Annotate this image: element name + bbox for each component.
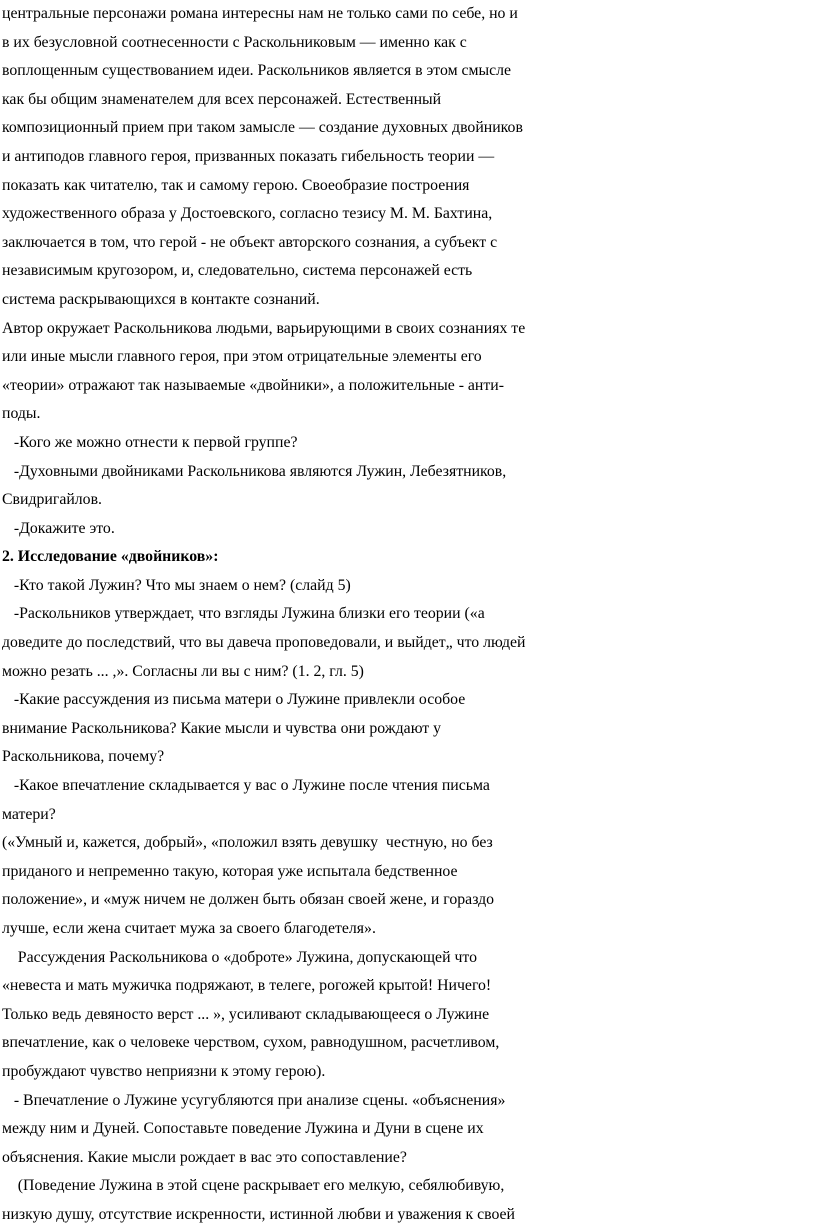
text-line: как бы общим знаменателем для всех персонажей. Естественный: [2, 90, 442, 108]
text-line: лучше, если жена считает мужа за своего благодетеля».: [2, 920, 376, 937]
text-line: низкую душу, отсутствие искренности, истинной любви и уважения к своей: [2, 1205, 516, 1223]
text-line: Только ведь девяносто верст ... », усиливают складывающееся о Лужине: [2, 1005, 490, 1023]
text-line: объяснения. Какие мысли рождает в вас это сопоставление?: [2, 1148, 407, 1166]
text-line: и антиподов главного героя, призванных показать гибельность теории —: [2, 147, 495, 165]
text-line: «теории» отражают так называемые «двойники», а положительные - анти-: [2, 376, 504, 394]
text-line: поды.: [2, 405, 41, 423]
text-line: -Кого же можно отнести к первой группе?: [2, 433, 298, 451]
text-line: внимание Раскольникова? Какие мысли и чувства они рождают у: [2, 719, 442, 737]
text-line: «невеста и мать мужичка подряжают, в телеге, рогожей крытой! Ничего!: [2, 977, 492, 995]
text-line: пробуждают чувство неприязни к этому герою).: [2, 1062, 326, 1080]
text-line: положение», и «муж ничем не должен быть обязан своей жене, и гораздо: [2, 891, 495, 909]
text-line: Свидригайлов.: [2, 491, 102, 509]
text-line: -Какие рассуждения из письма матери о Лужине привлекли особое: [2, 691, 466, 709]
text-line: Автор окружает Раскольникова людьми, варьирующими в своих сознаниях те: [2, 319, 526, 337]
text-line: -Кто такой Лужин? Что мы знаем о нем? (слайд 5): [2, 576, 351, 594]
text-line: можно резать ... ,». Согласны ли вы с ним? (1. 2, гл. 5): [2, 662, 364, 680]
text-line: художественного образа у Достоевского, согласно тезису М. М. Бахтина,: [2, 205, 493, 223]
section-heading: 2. Исследование «двойников»:: [2, 548, 219, 566]
text-line: - Впечатление о Лужине усугубляются при анализе сцены. «объяснения»: [2, 1091, 506, 1109]
text-line: композиционный прием при таком замысле — создание духовных двойников: [2, 119, 523, 137]
text-line: («Умный и, кажется, добрый», «положил взять девушку честную, но без: [2, 834, 493, 852]
text-line: впечатление, как о человеке черством, сухом, равнодушном, расчетливом,: [2, 1034, 500, 1052]
text-line: или иные мысли главного героя, при этом отрицательные элементы его: [2, 348, 482, 366]
text-line: заключается в том, что герой - не объект авторского сознания, а субъект с: [2, 233, 498, 251]
text-line: матери?: [2, 805, 56, 823]
document-page: [2, 0, 816, 1230]
text-line: независимым кругозором, и, следовательно, система персонажей есть: [2, 262, 473, 280]
text-line: в их безусловной соотнесенности с Раскольниковым — именно как с: [2, 33, 467, 51]
text-line: система раскрывающихся в контакте сознаний.: [2, 290, 320, 308]
text-line: Раскольникова, почему?: [2, 748, 165, 766]
text-line: -Раскольников утверждает, что взгляды Лужина близки его теории («а: [2, 605, 485, 623]
text-line: -Духовными двойниками Раскольникова являются Лужин, Лебезятников,: [2, 462, 507, 480]
text-line: воплощенным существованием идеи. Раскольников является в этом смысле: [2, 62, 512, 80]
text-line: -Докажите это.: [2, 519, 115, 537]
text-line: между ним и Дуней. Сопоставьте поведение Лужина и Дуни в сцене их: [2, 1120, 484, 1138]
text-line: приданого и непременно такую, которая уже испытала бедственное: [2, 862, 458, 880]
text-line: доведите до последствий, что вы давеча проповедовали, и выйдет„ что людей: [2, 634, 526, 652]
text-line: показать как читателю, так и самому герою. Своеобразие построения: [2, 176, 470, 194]
text-line: Рассуждения Раскольникова о «доброте» Лужина, допускающей что: [2, 948, 478, 966]
text-line: -Какое впечатление складывается у вас о Лужине после чтения письма: [2, 777, 490, 795]
text-line: центральные персонажи романа интересны нам не только сами по себе, но и: [2, 5, 518, 22]
text-line: (Поведение Лужина в этой сцене раскрывает его мелкую, себялюбивую,: [2, 1177, 505, 1195]
